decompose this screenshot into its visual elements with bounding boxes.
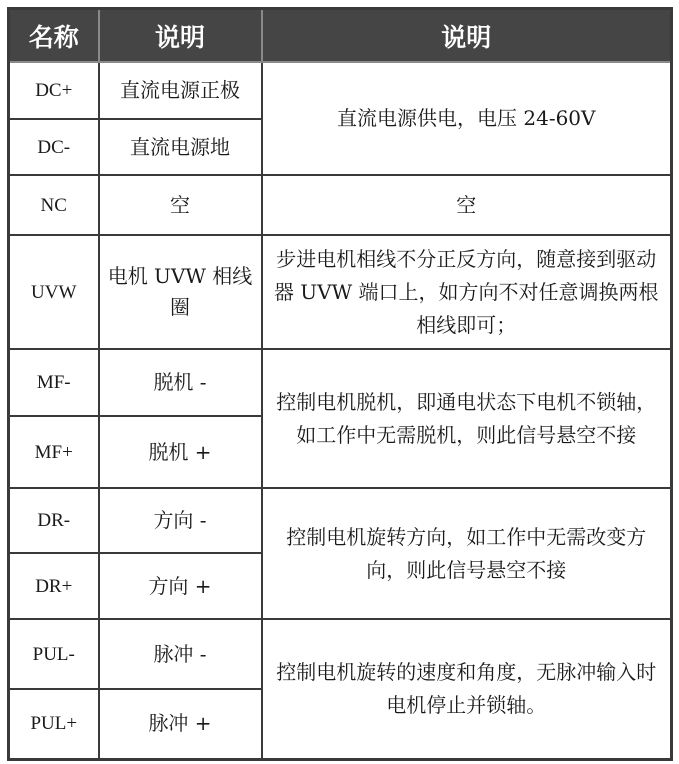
terminal-name: DC- xyxy=(9,119,99,175)
explanation-mf: 控制电机脱机，即通电状态下电机不锁轴，如工作中无需脱机，则此信号悬空不接 xyxy=(262,349,672,488)
terminal-desc: 脱机 + xyxy=(99,416,262,488)
terminal-name: PUL+ xyxy=(9,689,99,759)
terminal-name: DC+ xyxy=(9,62,99,119)
header-name: 名称 xyxy=(9,9,99,63)
table-row xyxy=(9,349,672,416)
explanation-power: 直流电源供电，电压 24-60V xyxy=(262,62,672,175)
table-row xyxy=(9,175,672,235)
terminal-name: UVW xyxy=(9,235,99,349)
table-header-row xyxy=(9,9,672,63)
explanation-dr: 控制电机旋转方向，如工作中无需改变方向，则此信号悬空不接 xyxy=(262,488,672,619)
terminal-desc: 直流电源正极 xyxy=(99,62,262,119)
header-explanation: 说明 xyxy=(262,9,672,63)
table-row xyxy=(9,62,672,119)
terminal-desc: 电机 UVW 相线圈 xyxy=(99,235,262,349)
terminal-desc: 脉冲 + xyxy=(99,689,262,759)
terminal-name: NC xyxy=(9,175,99,235)
terminal-desc: 脉冲 - xyxy=(99,619,262,689)
terminal-name: MF+ xyxy=(9,416,99,488)
terminal-name: DR+ xyxy=(9,553,99,619)
table-row xyxy=(9,619,672,689)
table-row xyxy=(9,235,672,349)
header-description: 说明 xyxy=(99,9,262,63)
terminal-desc: 直流电源地 xyxy=(99,119,262,175)
terminal-desc: 方向 + xyxy=(99,553,262,619)
terminal-table-container xyxy=(7,7,670,755)
table-row xyxy=(9,488,672,553)
terminal-desc: 空 xyxy=(99,175,262,235)
explanation-uvw: 步进电机相线不分正反方向，随意接到驱动器 UVW 端口上，如方向不对任意调换两根相线即可； xyxy=(262,235,672,349)
terminal-desc: 方向 - xyxy=(99,488,262,553)
terminal-name: DR- xyxy=(9,488,99,553)
terminal-desc: 脱机 - xyxy=(99,349,262,416)
terminal-name: MF- xyxy=(9,349,99,416)
terminal-name: PUL- xyxy=(9,619,99,689)
explanation-pul: 控制电机旋转的速度和角度，无脉冲输入时电机停止并锁轴。 xyxy=(262,619,672,759)
terminal-description-table xyxy=(7,7,673,761)
explanation-nc: 空 xyxy=(262,175,672,235)
